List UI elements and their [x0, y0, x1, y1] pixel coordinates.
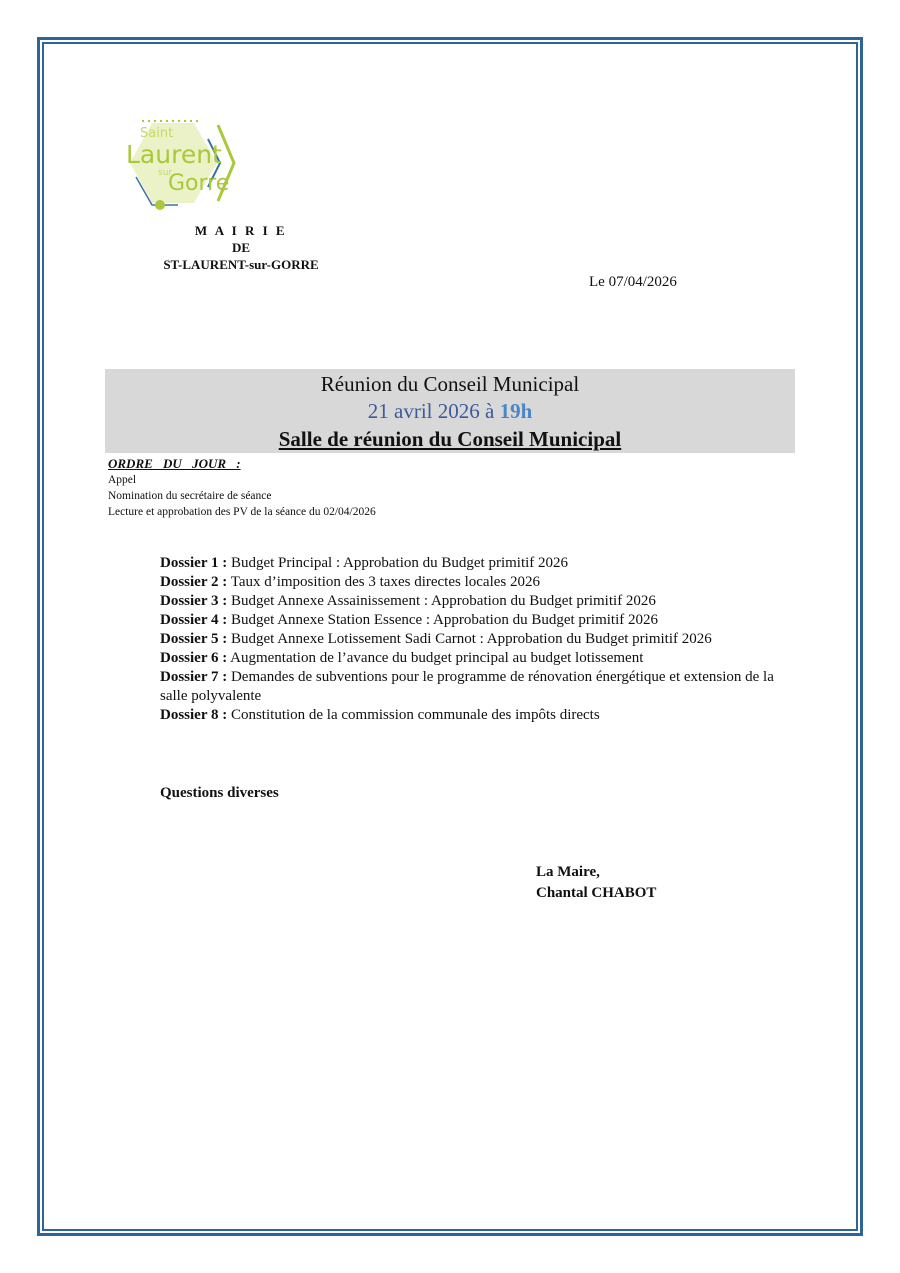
dossier-text: Budget Principal : Approbation du Budget primitif 2026	[227, 555, 569, 571]
meeting-location: Salle de réunion du Conseil Municipal	[278, 427, 622, 451]
dossier-7	[160, 668, 800, 706]
logo-text-saint: Saint	[140, 126, 174, 141]
dossier-text: Constitution de la commission communale des impôts directs	[227, 707, 600, 723]
dossier-label: Dossier 5 :	[160, 631, 228, 647]
mairie-line2: DE	[231, 240, 251, 255]
dossier-label: Dossier 1 :	[160, 555, 228, 571]
ordre-du-jour-list	[108, 472, 376, 520]
dossiers-list	[160, 554, 800, 725]
dossier-text: Augmentation de l’avance du budget principal au budget lotissement	[227, 650, 644, 666]
mairie-header	[150, 222, 332, 273]
dossier-text: Budget Annexe Lotissement Sadi Carnot : Approbation du Budget primitif 2026	[227, 631, 712, 647]
dossier-label: Dossier 3 :	[160, 593, 228, 609]
dossier-1	[160, 554, 800, 573]
mairie-line1: M A I R I E	[194, 223, 288, 238]
signature-role: La Maire,	[536, 864, 600, 880]
dossier-label: Dossier 7 :	[160, 669, 228, 685]
logo-text-laurent: Laurent	[126, 140, 222, 169]
dossier-4	[160, 611, 800, 630]
dossier-5	[160, 630, 800, 649]
town-logo	[122, 115, 244, 215]
ordre-du-jour-title: ORDRE DU JOUR :	[108, 456, 241, 471]
list-item: Lecture et approbation des PV de la séance du 02/04/2026	[108, 506, 376, 518]
dossier-3	[160, 592, 800, 611]
questions-diverses: Questions diverses	[160, 785, 279, 801]
list-item: Nomination du secrétaire de séance	[108, 490, 272, 502]
logo-dot	[155, 200, 165, 210]
meeting-date	[105, 398, 795, 425]
dossier-label: Dossier 2 :	[160, 574, 228, 590]
meeting-banner	[105, 369, 795, 453]
document-date: Le 07/04/2026	[589, 274, 677, 290]
dossier-label: Dossier 4 :	[160, 612, 228, 628]
list-item: Appel	[108, 474, 137, 486]
meeting-title: Réunion du Conseil Municipal	[320, 372, 580, 396]
dossier-6	[160, 649, 800, 668]
dossier-text: Budget Annexe Assainissement : Approbation du Budget primitif 2026	[227, 593, 656, 609]
meeting-date-text: 21 avril 2026 à	[367, 399, 500, 423]
logo-text-gorre: Gorre	[168, 171, 230, 196]
meeting-hour: 19h	[499, 399, 533, 423]
dossier-label: Dossier 8 :	[160, 707, 228, 723]
signature-block	[536, 862, 656, 904]
dossier-text: Taux d’imposition des 3 taxes directes locales 2026	[227, 574, 540, 590]
mairie-line3: ST-LAURENT-sur-GORRE	[163, 257, 319, 272]
dossier-text: Budget Annexe Station Essence : Approbation du Budget primitif 2026	[227, 612, 658, 628]
signature-name: Chantal CHABOT	[536, 885, 657, 901]
dossier-8	[160, 706, 800, 725]
dossier-text: Demandes de subventions pour le programme de rénovation énergétique et extension de la salle polyvalente	[160, 669, 774, 704]
logo-text-sur: sur	[158, 168, 173, 178]
dossier-2	[160, 573, 800, 592]
dossier-label: Dossier 6 :	[160, 650, 228, 666]
